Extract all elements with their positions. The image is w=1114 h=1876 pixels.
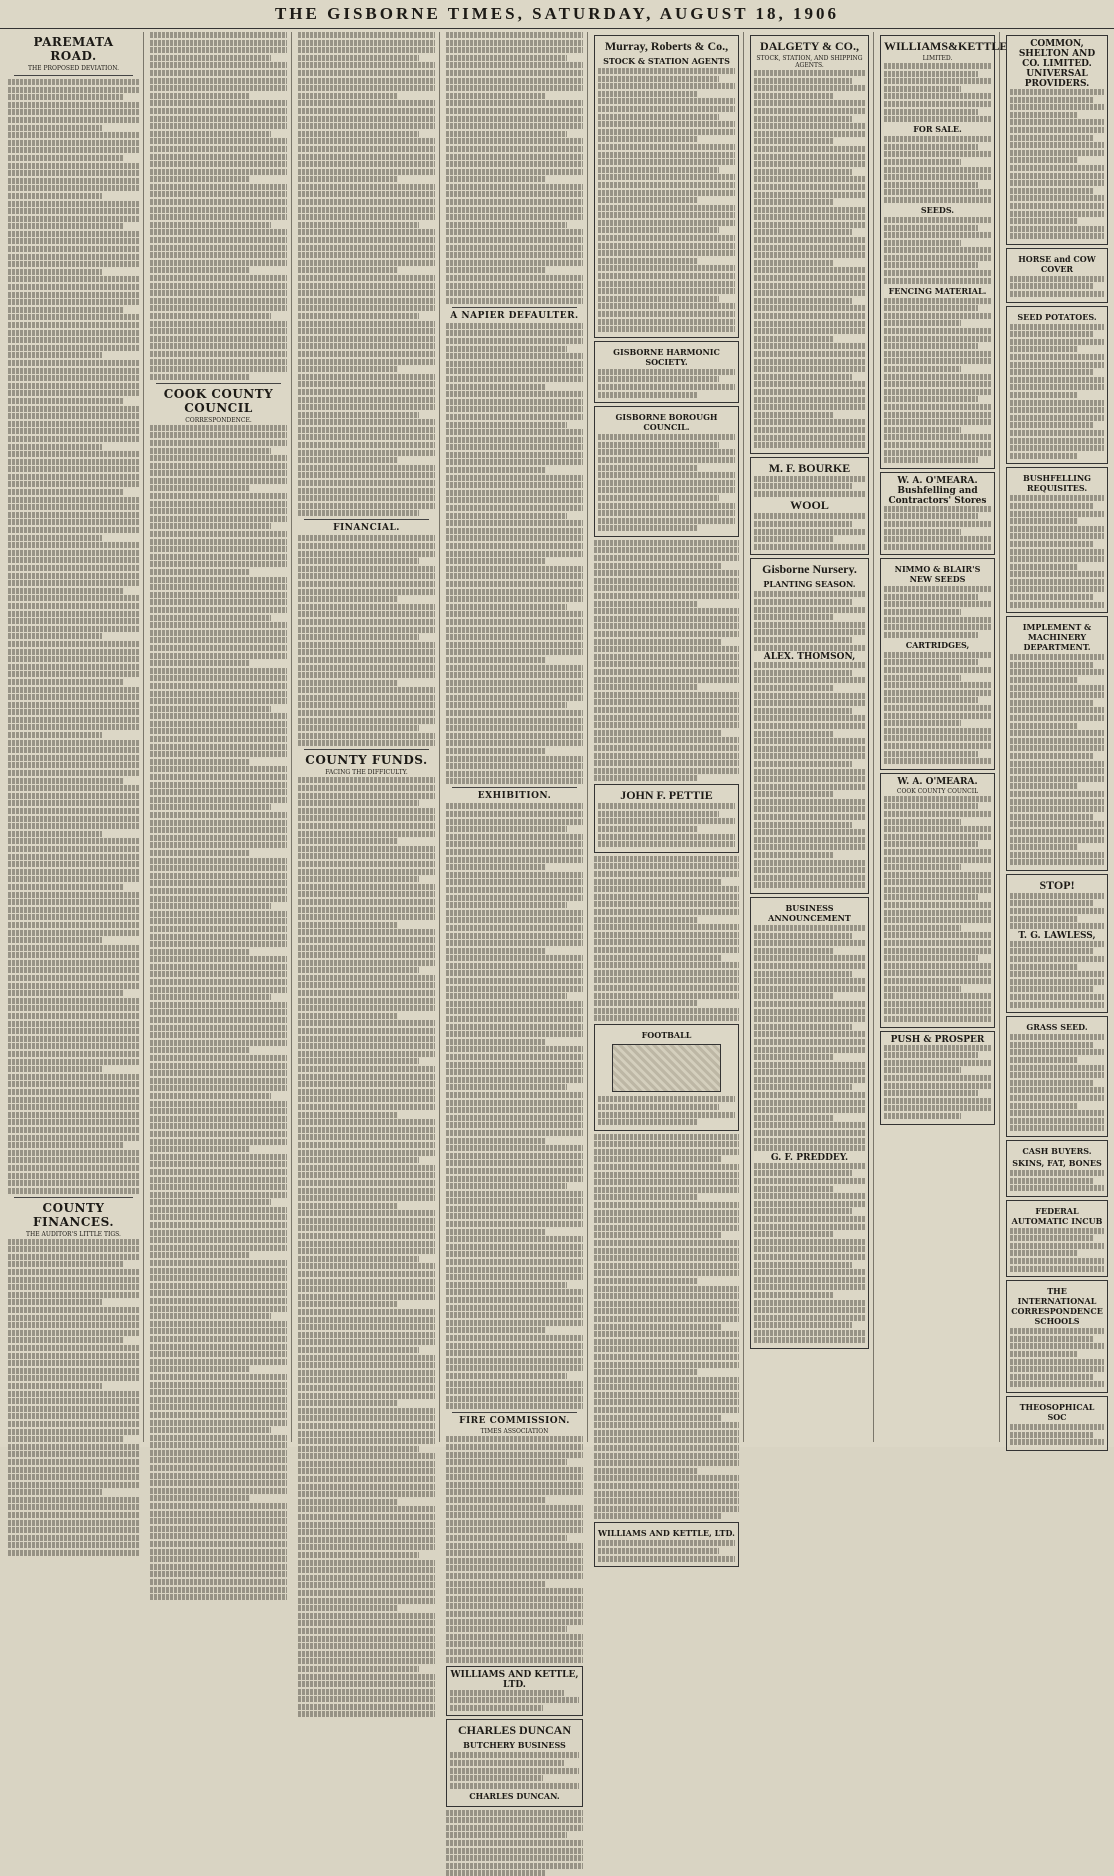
advertisement [1006,306,1108,465]
advert-title: WILLIAMS&KETTLE [884,39,1008,53]
advert-title: WILLIAMS AND KETTLE, LTD. [598,1528,735,1539]
advertisement [1006,1396,1108,1451]
column-1 [4,32,144,1442]
advert-title: THEOSOPHICAL SOC [1019,1402,1095,1422]
advert-title: M. F. BOURKE [768,460,851,475]
column-4 [442,32,588,1801]
advert-title: BUSHFELLING REQUISITES. [1023,473,1091,494]
advert-title: Murray, Roberts & Co., [604,39,729,53]
advertisement [1006,467,1108,613]
advert-section: SEEDS. [920,204,955,215]
advert-title: Gisborne Nursery. [762,562,857,577]
article-body [298,32,435,516]
article-body [150,425,287,1600]
advert-title: PUSH & PROSPER [890,1034,985,1045]
divider [14,75,133,76]
article-body [446,323,583,785]
article-subheading: TIMES ASSOCIATION [480,1428,549,1436]
advert-title: FOOTBALL [641,1030,692,1041]
advertisement [880,558,995,769]
advert-name: ALEX. THOMSON, [763,652,856,663]
masthead: THE GISBORNE TIMES, SATURDAY, AUGUST 18, 1906 [0,0,1114,29]
advert-title: W. A. O'MEARA. [897,776,978,787]
advert-title: GISBORNE HARMONIC SOCIETY. [613,346,720,367]
advertisement [750,35,869,454]
advertisement [594,35,739,338]
column-3 [294,32,440,1442]
article-subheading: CORRESPONDENCE. [185,416,252,424]
advert-title: CASH BUYERS. [1022,1145,1092,1156]
advertisement [594,406,739,537]
advert-footer: CHARLES DUNCAN. [469,1790,560,1801]
advertisement [1006,1140,1108,1197]
advertisement [750,457,869,556]
advertisement [750,558,869,894]
advert-subtitle: SKINS, FAT, BONES [1012,1157,1102,1168]
advert-highlight: WOOL [790,498,829,513]
advert-title: JOHN F. PETTIE [620,788,713,803]
advert-title: COMMON, SHELTON AND CO. LIMITED. [1018,39,1096,69]
column-8 [1002,32,1112,1442]
classified-advert [594,1134,739,1520]
article-body [298,777,435,1717]
advert-title: GRASS SEED. [1026,1022,1088,1033]
advertisement [594,784,739,853]
advertisement [1006,1200,1108,1278]
advert-title: IMPLEMENT & MACHINERY DEPARTMENT. [1022,622,1092,653]
advert-name: T. G. LAWLESS, [1018,930,1096,941]
article-subheading: THE AUDITOR'S LITTLE TIGS. [26,1230,121,1238]
article-heading: COOK COUNTY COUNCIL [163,386,274,415]
advert-subtitle: UNIVERSAL PROVIDERS. [1024,69,1090,89]
article-heading: FINANCIAL. [333,523,400,534]
column-5 [590,32,744,1539]
advertisement [880,35,1008,469]
advertisement [594,1024,739,1130]
advert-title: SEED POTATOES. [1017,311,1097,322]
advert-section: FOR SALE. [913,124,962,135]
advert-title: BUSINESS ANNOUNCEMENT [768,903,851,923]
article-body [446,803,583,1409]
advertisement [1006,1016,1108,1137]
advertisement [880,472,995,556]
article-heading: EXHIBITION. [477,791,552,802]
divider [156,383,281,384]
advert-title: WILLIAMS AND KETTLE, LTD. [450,1669,579,1690]
advert-title: STOP! [1039,877,1075,892]
advertisement [1006,248,1108,303]
divider [14,1197,133,1198]
classified-advert [594,856,739,1021]
advert-title: DALGETY & CO., [760,39,859,53]
advert-section: FENCING MATERIAL. [888,285,987,296]
advertisement [1006,616,1108,871]
advert-title: THE INTERNATIONAL CORRESPONDENCE SCHOOLS [1011,1286,1103,1327]
article-body [150,32,287,380]
article-subheading: THE PROPOSED DEVIATION. [27,65,120,72]
divider [452,787,577,788]
column-7 [876,32,1008,1442]
advert-section: CARTRIDGES, [905,639,970,650]
advert-subtitle: BUTCHERY BUSINESS [463,1740,566,1751]
advertisement [750,897,869,1349]
article-body [446,1436,583,1662]
advert-subtitle: STOCK, STATION, AND SHIPPING AGENTS. [756,55,863,69]
article-heading: PAREMATA ROAD. [33,35,114,63]
divider [452,307,577,308]
article-body [8,79,139,1194]
article-heading: COUNTY FINANCES. [33,1200,114,1229]
advertisement [446,1719,583,1806]
advert-subtitle: PLANTING SEASON. [763,579,856,590]
advert-subtitle: LIMITED. [922,55,953,62]
article-body [8,1239,139,1556]
column-6 [746,32,874,1442]
article-heading: A NAPIER DEFAULTER. [450,310,579,321]
advertisement [1006,35,1108,245]
advert-title: W. A. O'MEARA. [897,475,978,486]
article-body [446,32,583,304]
classified-advert [446,1810,583,1876]
divider [452,1412,577,1413]
advertisement [594,341,739,403]
divider [304,519,429,520]
advert-name: G. F. PREDDEY. [770,1152,849,1163]
football-illustration [612,1044,721,1092]
advert-subtitle: Bushfelling and Contractors' Stores [888,485,987,506]
advertisement [594,1522,739,1567]
advertisement [1006,874,1108,1013]
advert-title: HORSE and COW COVER [1018,253,1096,274]
advert-title: CHARLES DUNCAN [457,1723,571,1738]
advert-subtitle: STOCK & STATION AGENTS [603,56,730,66]
advert-title: GISBORNE BOROUGH COUNCIL. [615,412,718,433]
classified-advert [594,540,739,781]
advert-title: FEDERAL AUTOMATIC INCUB [1011,1205,1103,1226]
advertisement [1006,1280,1108,1393]
article-body [298,535,435,746]
advertisement [880,773,995,1028]
advert-title: NIMMO & BLAIR'S NEW SEEDS [894,564,981,585]
advert-subtitle: COOK COUNTY COUNCIL [896,787,979,795]
column-2 [146,32,292,1442]
article-heading: COUNTY FUNDS. [305,753,428,768]
divider [304,749,429,750]
article-heading: FIRE COMMISSION. [459,1416,570,1427]
article-subheading: FACING THE DIFFICULTY. [325,769,408,777]
advertisement [446,1666,583,1717]
advertisement [880,1031,995,1125]
